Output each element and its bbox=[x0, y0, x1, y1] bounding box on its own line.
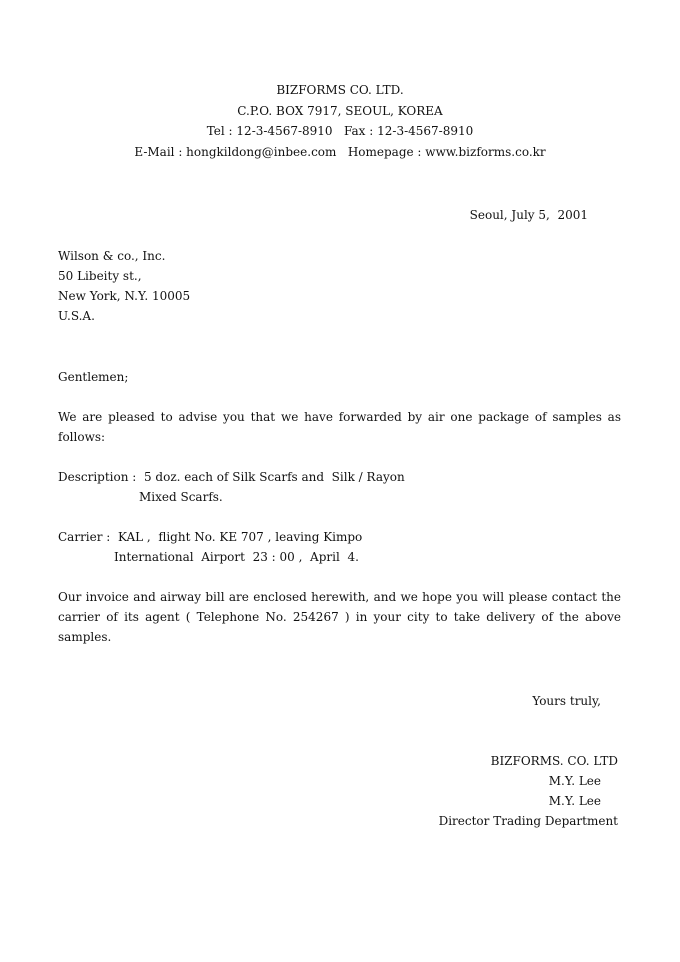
carrier-line: International Airport 23 : 00 , April 4. bbox=[114, 550, 359, 564]
recipient-line: New York, N.Y. 10005 bbox=[58, 289, 191, 303]
closing-paragraph: Our invoice and airway bill are enclosed herewith, and we hope you will please contact the carrier of its agent ( Telephone No. 254267 ) in your city to take delivery of the above samples. bbox=[58, 590, 621, 644]
signature-company: BIZFORMS. CO. LTD bbox=[490, 754, 618, 768]
complimentary-close: Yours truly, bbox=[532, 694, 601, 708]
company-name: BIZFORMS CO. LTD. bbox=[276, 83, 404, 97]
signature-title: Director Trading Department bbox=[438, 814, 618, 828]
recipient-line: U.S.A. bbox=[58, 309, 95, 323]
description-line: Description : 5 doz. each of Silk Scarfs and Silk / Rayon bbox=[58, 470, 405, 484]
salutation: Gentlemen; bbox=[58, 370, 129, 384]
signature-name: M.Y. Lee bbox=[548, 774, 601, 788]
letter-date: Seoul, July 5, 2001 bbox=[469, 208, 588, 222]
company-address: C.P.O. BOX 7917, SEOUL, KOREA bbox=[237, 104, 443, 118]
company-email-web: E-Mail : hongkildong@inbee.com Homepage : www.bizforms.co.kr bbox=[134, 145, 546, 159]
signature-name: M.Y. Lee bbox=[548, 794, 601, 808]
recipient-line: Wilson & co., Inc. bbox=[58, 249, 166, 263]
description-line: Mixed Scarfs. bbox=[139, 490, 223, 504]
intro-paragraph: We are pleased to advise you that we have forwarded by air one package of samples as follows: bbox=[58, 410, 621, 444]
recipient-line: 50 Libeity st., bbox=[58, 269, 142, 283]
company-phone-fax: Tel : 12-3-4567-8910 Fax : 12-3-4567-8910 bbox=[206, 124, 474, 138]
carrier-line: Carrier : KAL , flight No. KE 707 , leaving Kimpo bbox=[58, 530, 363, 544]
